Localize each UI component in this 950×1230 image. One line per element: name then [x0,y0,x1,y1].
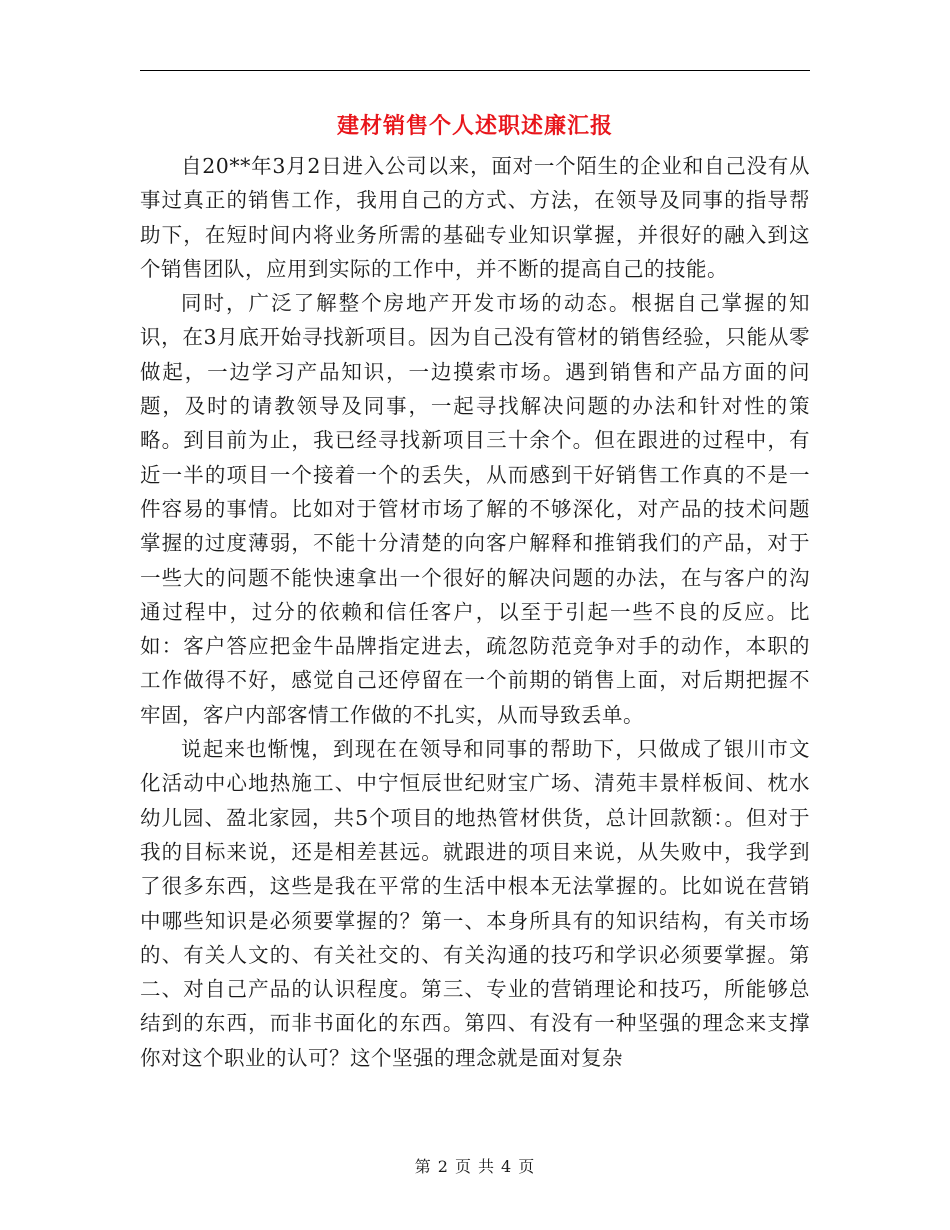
paragraph-2: 同时，广泛了解整个房地产开发市场的动态。根据自己掌握的知识，在3月底开始寻找新项目。因为自己没有管材的销售经验，只能从零做起，一边学习产品知识，一边摸索市场。遇到销售和产品方面的问题，及时的请教领导及同事，一起寻找解决问题的办法和针对性的策略。到目前为止，我已经寻找新项目三十余个。但在跟进的过程中，有近一半的项目一个接着一个的丢失，从而感到干好销售工作真的不是一件容易的事情。比如对于管材市场了解的不够深化，对产品的技术问题掌握的过度薄弱，不能十分清楚的向客户解释和推销我们的产品，对于一些大的问题不能快速拿出一个很好的解决问题的办法，在与客户的沟通过程中，过分的依赖和信任客户，以至于引起一些不良的反应。比如：客户答应把金牛品牌指定进去，疏忽防范竞争对手的动作，本职的工作做得不好，感觉自己还停留在一个前期的销售上面，对后期把握不牢固，客户内部客情工作做的不扎实，从而导致丢单。 [140,291,810,727]
current-page-number: 2 [437,1157,449,1176]
paragraph-3: 说起来也惭愧，到现在在领导和同事的帮助下，只做成了银川市文化活动中心地热施工、中宁恒辰世纪财宝广场、清苑丰景样板间、枕水幼儿园、盈北家园，共5个项目的地热管材供货，总计回款额：。但对于我的目标来说，还是相差甚远。就跟进的项目来说，从失败中，我学到了很多东西，这些是我在平常的生活中根本无法掌握的。比如说在营销中哪些知识是必须要掌握的？第一、本身所具有的知识结构，有关市场的、有关人文的、有关社交的、有关沟通的技巧和学识必须要掌握。第二、对自己产品的认识程度。第三、专业的营销理论和技巧，所能够总结到的东西，而非书面化的东西。第四、有没有一种坚强的理念来支撑你对这个职业的认可？这个坚强的理念就是面对复杂 [140,737,810,1070]
page-footer [0,1154,950,1177]
paragraph-1: 自20**年3月2日进入公司以来，面对一个陌生的企业和自己没有从事过真正的销售工作，我用自己的方式、方法，在领导及同事的指导帮助下，在短时间内将业务所需的基础专业知识掌握，并很好的融入到这个销售团队，应用到实际的工作中，并不断的提高自己的技能。 [140,154,810,281]
document-body [140,149,810,1075]
total-pages-number: 4 [501,1157,513,1176]
footer-prefix: 第 [414,1157,432,1176]
footer-suffix: 页 [518,1157,536,1176]
header-rule [140,70,810,71]
document-title: 建材销售个人述职述廉汇报 [336,113,613,139]
footer-mid: 页 共 [454,1157,496,1176]
